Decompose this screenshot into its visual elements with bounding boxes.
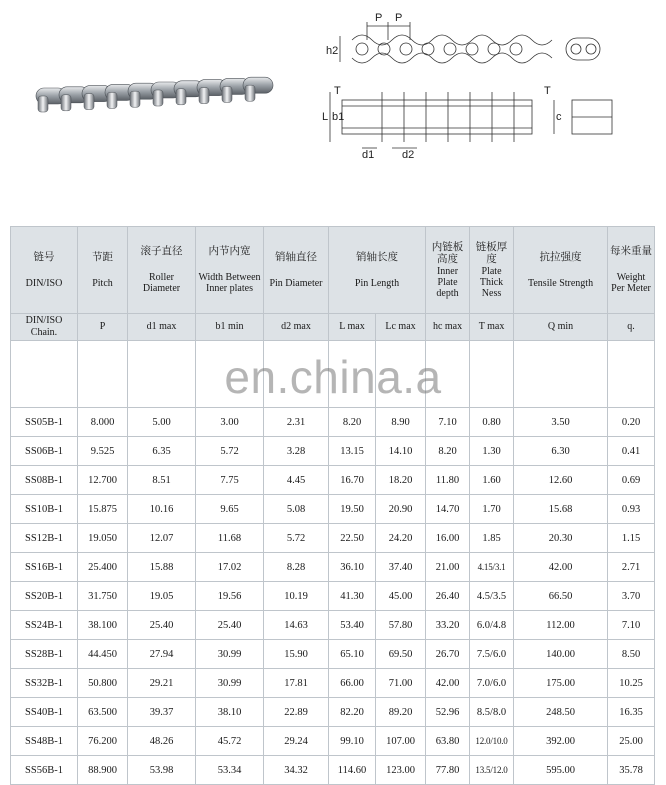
table-cell: 8.20 xyxy=(426,437,470,466)
sub-d2: d2 max xyxy=(264,314,329,341)
table-cell: 0.93 xyxy=(608,495,655,524)
table-cell: 12.60 xyxy=(514,466,608,495)
dim-p2: P xyxy=(395,12,403,24)
table-cell: 42.00 xyxy=(514,553,608,582)
table-cell: 123.00 xyxy=(376,756,426,785)
table-cell: 48.26 xyxy=(128,727,196,756)
table-cell: 37.40 xyxy=(376,553,426,582)
table-cell: 33.20 xyxy=(426,611,470,640)
header-tensile-strength: 抗拉强度 Tensile Strength xyxy=(514,227,608,314)
table-cell: 8.5/8.0 xyxy=(470,698,514,727)
table-cell: 0.20 xyxy=(608,408,655,437)
table-row xyxy=(11,553,655,582)
sub-l: L max xyxy=(329,314,376,341)
table-cell: 2.71 xyxy=(608,553,655,582)
table-cell: 2.31 xyxy=(264,408,329,437)
table-row xyxy=(11,582,655,611)
header-pin-length: 销轴长度 Pin Length xyxy=(329,227,426,314)
table-cell: 20.90 xyxy=(376,495,426,524)
table-cell: 57.80 xyxy=(376,611,426,640)
table-cell: 9.65 xyxy=(196,495,264,524)
table-cell: 6.30 xyxy=(514,437,608,466)
sub-chain: DIN/ISO Chain. xyxy=(11,314,78,341)
table-cell: 8.20 xyxy=(329,408,376,437)
sub-p: P xyxy=(78,314,128,341)
table-cell: 8.000 xyxy=(78,408,128,437)
table-cell: 8.90 xyxy=(376,408,426,437)
table-cell: 18.20 xyxy=(376,466,426,495)
watermark-text: en.china.a xyxy=(224,351,442,403)
table-cell: SS06B-1 xyxy=(11,437,78,466)
table-cell: 175.00 xyxy=(514,669,608,698)
table-cell: 7.10 xyxy=(426,408,470,437)
table-cell: 15.68 xyxy=(514,495,608,524)
table-cell: 17.02 xyxy=(196,553,264,582)
table-cell: 38.100 xyxy=(78,611,128,640)
table-cell: 21.00 xyxy=(426,553,470,582)
table-cell: 114.60 xyxy=(329,756,376,785)
table-cell: 30.99 xyxy=(196,640,264,669)
table-cell: 5.72 xyxy=(196,437,264,466)
dim-t: T xyxy=(334,85,341,97)
table-row xyxy=(11,669,655,698)
table-cell: 15.90 xyxy=(264,640,329,669)
header-row-symbols xyxy=(11,314,655,341)
table-cell: 11.80 xyxy=(426,466,470,495)
header-roller-diameter: 滚子直径 Roller Diameter xyxy=(128,227,196,314)
table-cell: 39.37 xyxy=(128,698,196,727)
sub-d1: d1 max xyxy=(128,314,196,341)
table-cell: 19.05 xyxy=(128,582,196,611)
table-cell: 34.32 xyxy=(264,756,329,785)
table-cell: 7.10 xyxy=(608,611,655,640)
table-cell: 29.24 xyxy=(264,727,329,756)
table-cell: 7.0/6.0 xyxy=(470,669,514,698)
table-row xyxy=(11,756,655,785)
table-cell: 4.15/3.1 xyxy=(470,553,514,582)
chain-spec-table xyxy=(10,226,655,785)
table-cell: 26.40 xyxy=(426,582,470,611)
chain-photo xyxy=(30,66,275,116)
table-row xyxy=(11,495,655,524)
table-cell: 1.15 xyxy=(608,524,655,553)
table-cell: 6.35 xyxy=(128,437,196,466)
header-pitch: 节距 Pitch xyxy=(78,227,128,314)
table-cell: 76.200 xyxy=(78,727,128,756)
dim-d2: d2 xyxy=(402,149,415,160)
table-cell: 25.40 xyxy=(128,611,196,640)
table-cell: SS05B-1 xyxy=(11,408,78,437)
table-cell: 22.50 xyxy=(329,524,376,553)
chain-roller xyxy=(107,92,117,108)
table-row xyxy=(11,437,655,466)
table-cell: 69.50 xyxy=(376,640,426,669)
table-cell: 595.00 xyxy=(514,756,608,785)
table-cell: 3.28 xyxy=(264,437,329,466)
table-cell: 10.19 xyxy=(264,582,329,611)
table-cell: 42.00 xyxy=(426,669,470,698)
table-cell: 8.51 xyxy=(128,466,196,495)
table-cell: 89.20 xyxy=(376,698,426,727)
table-row xyxy=(11,698,655,727)
table-cell: 9.525 xyxy=(78,437,128,466)
chain-roller xyxy=(84,94,94,110)
table-cell: SS40B-1 xyxy=(11,698,78,727)
table-cell: SS12B-1 xyxy=(11,524,78,553)
header-weight-per-meter: 每米重量 Weight Per Meter xyxy=(608,227,655,314)
table-cell: SS08B-1 xyxy=(11,466,78,495)
table-cell: 14.63 xyxy=(264,611,329,640)
table-cell: 88.900 xyxy=(78,756,128,785)
table-cell: 12.07 xyxy=(128,524,196,553)
table-cell: 5.08 xyxy=(264,495,329,524)
table-cell: 140.00 xyxy=(514,640,608,669)
table-cell: 52.96 xyxy=(426,698,470,727)
chain-roller xyxy=(153,90,163,106)
table-cell: 30.99 xyxy=(196,669,264,698)
table-cell: 35.78 xyxy=(608,756,655,785)
table-cell: 27.94 xyxy=(128,640,196,669)
table-cell: 77.80 xyxy=(426,756,470,785)
table-cell: 25.40 xyxy=(196,611,264,640)
table-cell: 19.56 xyxy=(196,582,264,611)
table-cell: 66.50 xyxy=(514,582,608,611)
table-cell: 7.75 xyxy=(196,466,264,495)
table-cell: 63.500 xyxy=(78,698,128,727)
table-cell: 5.00 xyxy=(128,408,196,437)
dim-p1: P xyxy=(375,12,383,24)
table-row xyxy=(11,466,655,495)
chain-roller xyxy=(199,88,209,104)
table-cell: 0.41 xyxy=(608,437,655,466)
table-cell: 45.72 xyxy=(196,727,264,756)
table-row xyxy=(11,640,655,669)
table-cell: 13.15 xyxy=(329,437,376,466)
table-cell: 66.00 xyxy=(329,669,376,698)
chain-roller xyxy=(130,91,140,107)
dim-h2: h2 xyxy=(326,45,339,57)
table-cell: SS32B-1 xyxy=(11,669,78,698)
table-cell: 36.10 xyxy=(329,553,376,582)
table-cell: 6.0/4.8 xyxy=(470,611,514,640)
table-cell: SS24B-1 xyxy=(11,611,78,640)
table-cell: 71.00 xyxy=(376,669,426,698)
chain-roller xyxy=(245,85,255,101)
table-cell: 16.70 xyxy=(329,466,376,495)
table-cell: 107.00 xyxy=(376,727,426,756)
sub-q: Q min xyxy=(514,314,608,341)
sub-w: q. xyxy=(608,314,655,341)
table-cell: 17.81 xyxy=(264,669,329,698)
header-inner-plate-depth: 内链板高度 Inner Plate depth xyxy=(426,227,470,314)
table-cell: 24.20 xyxy=(376,524,426,553)
dim-b1: b1 xyxy=(332,111,345,123)
table-cell: 63.80 xyxy=(426,727,470,756)
table-cell: 25.00 xyxy=(608,727,655,756)
table-cell: 12.0/10.0 xyxy=(470,727,514,756)
table-cell: 53.98 xyxy=(128,756,196,785)
table-cell: 14.10 xyxy=(376,437,426,466)
table-cell: 8.28 xyxy=(264,553,329,582)
table-cell: 25.400 xyxy=(78,553,128,582)
table-cell: 1.70 xyxy=(470,495,514,524)
table-cell: SS10B-1 xyxy=(11,495,78,524)
sub-lc: Lc max xyxy=(376,314,426,341)
table-cell: 4.45 xyxy=(264,466,329,495)
table-cell: 26.70 xyxy=(426,640,470,669)
table-cell: 392.00 xyxy=(514,727,608,756)
table-cell: 15.875 xyxy=(78,495,128,524)
table-cell: 11.68 xyxy=(196,524,264,553)
table-cell: 1.85 xyxy=(470,524,514,553)
table-cell: 0.69 xyxy=(608,466,655,495)
table-row xyxy=(11,727,655,756)
table-cell: 22.89 xyxy=(264,698,329,727)
table-cell: 31.750 xyxy=(78,582,128,611)
table-cell: 3.00 xyxy=(196,408,264,437)
chain-roller xyxy=(222,86,232,102)
table-cell: 4.5/3.5 xyxy=(470,582,514,611)
table-cell: 19.050 xyxy=(78,524,128,553)
table-cell: 16.35 xyxy=(608,698,655,727)
table-cell: SS48B-1 xyxy=(11,727,78,756)
table-cell: 53.40 xyxy=(329,611,376,640)
table-row xyxy=(11,611,655,640)
dim-l: L xyxy=(322,111,329,123)
table-cell: 0.80 xyxy=(470,408,514,437)
table-cell: 50.800 xyxy=(78,669,128,698)
chain-dimension-diagram xyxy=(322,10,642,160)
table-cell: 3.70 xyxy=(608,582,655,611)
table-row xyxy=(11,524,655,553)
table-cell: SS16B-1 xyxy=(11,553,78,582)
sub-hc: hc max xyxy=(426,314,470,341)
table-cell: 1.30 xyxy=(470,437,514,466)
table-cell: SS56B-1 xyxy=(11,756,78,785)
chain-roller xyxy=(176,89,186,105)
table-cell: 14.70 xyxy=(426,495,470,524)
table-cell: 112.00 xyxy=(514,611,608,640)
table-cell: 5.72 xyxy=(264,524,329,553)
table-cell: 8.50 xyxy=(608,640,655,669)
table-cell: 248.50 xyxy=(514,698,608,727)
dim-d1: d1 xyxy=(362,149,375,160)
header-chain: 链号 DIN/ISO xyxy=(11,227,78,314)
table-cell: 10.16 xyxy=(128,495,196,524)
table-cell: 45.00 xyxy=(376,582,426,611)
header-pin-diameter: 销轴直径 Pin Diameter xyxy=(264,227,329,314)
table-cell: 20.30 xyxy=(514,524,608,553)
chain-roller xyxy=(61,95,71,111)
table-cell: 82.20 xyxy=(329,698,376,727)
table-row xyxy=(11,408,655,437)
dim-c: c xyxy=(556,111,562,123)
sub-t: T max xyxy=(470,314,514,341)
header-row-names xyxy=(11,227,655,314)
table-cell: 3.50 xyxy=(514,408,608,437)
header-plate-thickness: 链板厚度 Plate Thick Ness xyxy=(470,227,514,314)
table-cell: 16.00 xyxy=(426,524,470,553)
table-cell: 29.21 xyxy=(128,669,196,698)
table-cell: SS20B-1 xyxy=(11,582,78,611)
table-cell: 41.30 xyxy=(329,582,376,611)
table-cell: 65.10 xyxy=(329,640,376,669)
sub-b1: b1 min xyxy=(196,314,264,341)
table-cell: 10.25 xyxy=(608,669,655,698)
table-cell: 12.700 xyxy=(78,466,128,495)
table-cell: 53.34 xyxy=(196,756,264,785)
table-cell: 19.50 xyxy=(329,495,376,524)
table-cell: 44.450 xyxy=(78,640,128,669)
table-cell: 13.5/12.0 xyxy=(470,756,514,785)
table-cell: 1.60 xyxy=(470,466,514,495)
table-cell: 7.5/6.0 xyxy=(470,640,514,669)
dim-t2: T xyxy=(544,85,551,97)
chain-roller xyxy=(38,96,48,112)
header-inner-width: 内节内宽 Width Between Inner plates xyxy=(196,227,264,314)
table-cell: 15.88 xyxy=(128,553,196,582)
table-cell: 38.10 xyxy=(196,698,264,727)
table-cell: SS28B-1 xyxy=(11,640,78,669)
table-cell: 99.10 xyxy=(329,727,376,756)
